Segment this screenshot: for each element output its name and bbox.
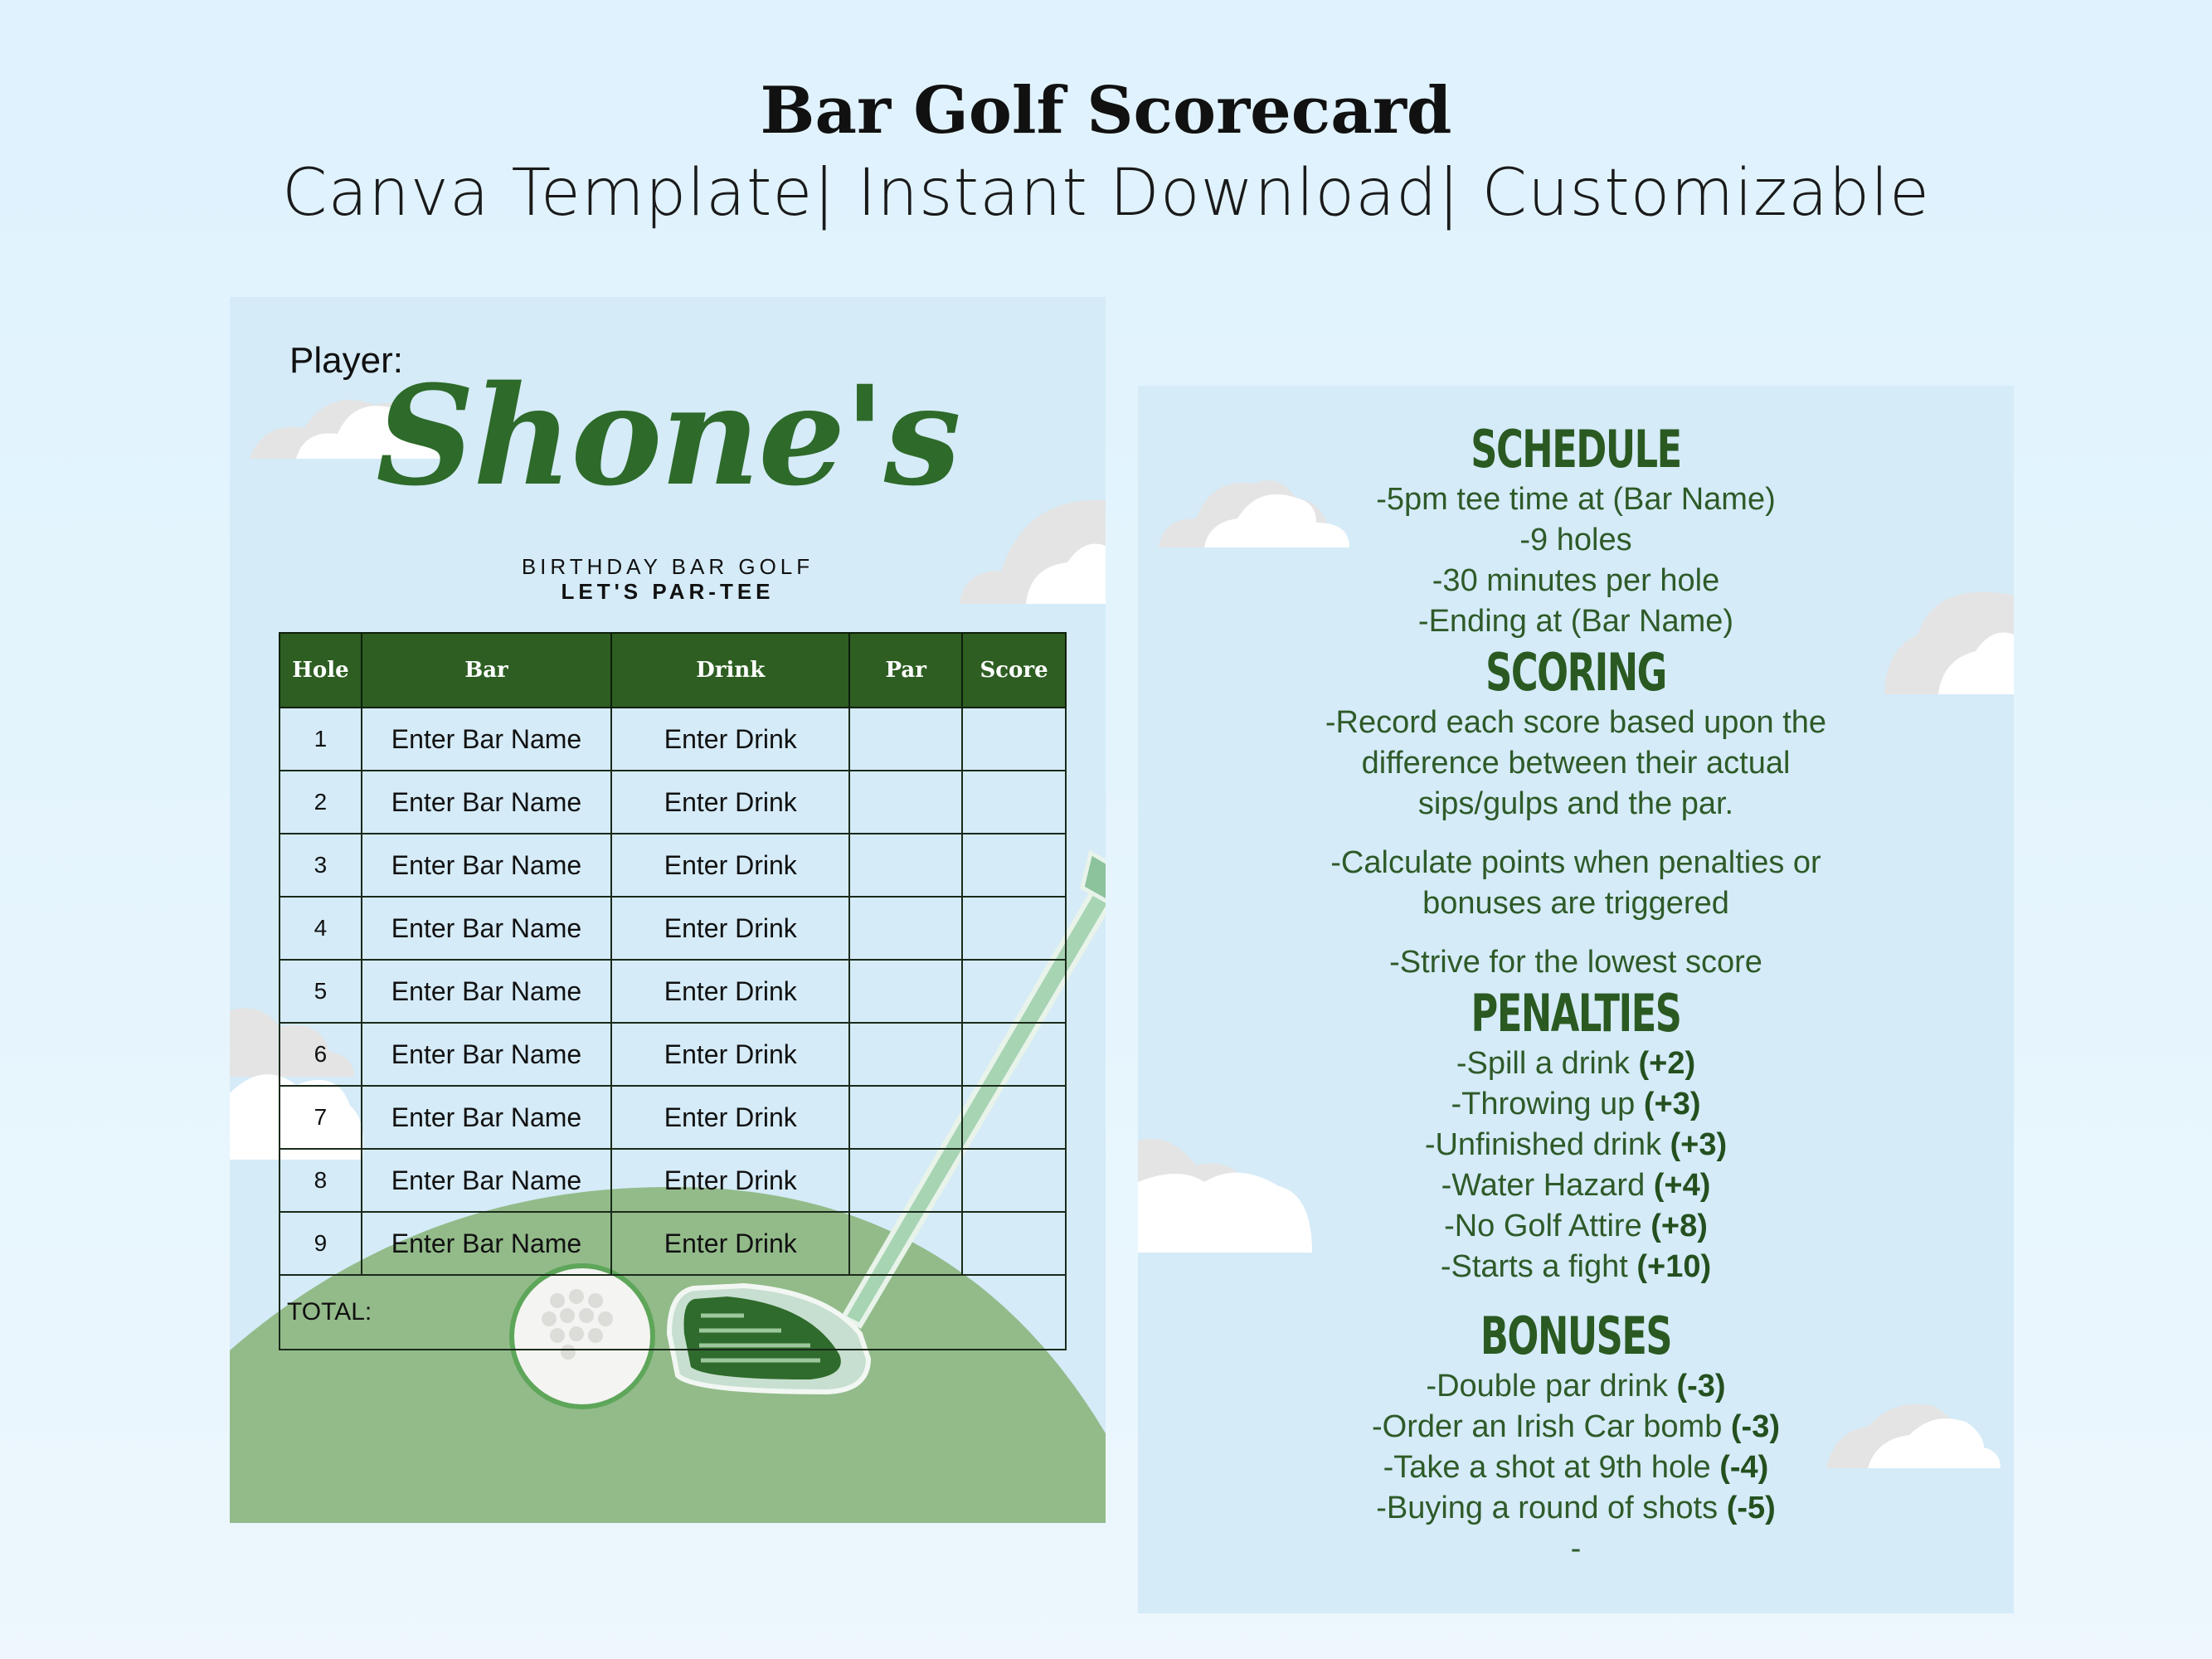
col-header-hole: Hole — [280, 633, 362, 708]
table-row — [280, 708, 1066, 771]
drink-field[interactable]: Enter Drink — [611, 1212, 849, 1275]
schedule-line: -9 holes — [1519, 523, 1632, 557]
penalty-item: -No Golf Attire (+8) — [1444, 1209, 1708, 1243]
table-row — [280, 771, 1066, 834]
penalty-item: -Starts a fight (+10) — [1440, 1249, 1712, 1284]
bar-name-field[interactable]: Enter Bar Name — [362, 708, 611, 771]
scorecard-card — [230, 297, 1106, 1523]
score-field[interactable] — [962, 1023, 1066, 1086]
par-field[interactable] — [849, 1023, 962, 1086]
drink-field[interactable]: Enter Drink — [611, 1149, 849, 1212]
col-header-par: Par — [849, 633, 962, 708]
bar-name-field[interactable]: Enter Bar Name — [362, 834, 611, 897]
table-header-row — [280, 633, 1066, 708]
score-field[interactable] — [962, 1149, 1066, 1212]
scoring-line: -Record each score based upon the — [1325, 705, 1827, 740]
drink-field[interactable]: Enter Drink — [611, 1023, 849, 1086]
schedule-heading: SCHEDULE — [1471, 419, 1681, 479]
scoring-line: difference between their actual — [1361, 746, 1791, 781]
score-field[interactable] — [962, 897, 1066, 960]
par-field[interactable] — [849, 960, 962, 1023]
scoring-line: sips/gulps and the par. — [1417, 786, 1734, 821]
bar-name-field[interactable]: Enter Bar Name — [362, 771, 611, 834]
penalty-item: -Spill a drink (+2) — [1456, 1046, 1696, 1081]
par-field[interactable] — [849, 771, 962, 834]
par-field[interactable] — [849, 1086, 962, 1149]
table-row — [280, 1149, 1066, 1212]
drink-field[interactable]: Enter Drink — [611, 708, 849, 771]
penalty-item: -Water Hazard (+4) — [1441, 1168, 1711, 1203]
total-label[interactable]: TOTAL: — [280, 1275, 1066, 1350]
bonus-item: -Take a shot at 9th hole (-4) — [1383, 1450, 1769, 1485]
par-field[interactable] — [849, 1149, 962, 1212]
hole-number: 6 — [280, 1023, 362, 1086]
total-row — [280, 1275, 1066, 1350]
bar-name-field[interactable]: Enter Bar Name — [362, 960, 611, 1023]
bar-name-field[interactable]: Enter Bar Name — [362, 1086, 611, 1149]
score-field[interactable] — [962, 834, 1066, 897]
birthday-name: Shone's — [376, 355, 960, 516]
par-field[interactable] — [849, 834, 962, 897]
col-header-bar: Bar — [362, 633, 611, 708]
rules-content — [1138, 419, 2014, 1569]
penalties-heading: PENALTIES — [1471, 983, 1681, 1044]
bonus-item: -Double par drink (-3) — [1426, 1369, 1726, 1404]
rules-card — [1138, 386, 2014, 1613]
hole-number: 5 — [280, 960, 362, 1023]
par-field[interactable] — [849, 897, 962, 960]
col-header-score: Score — [962, 633, 1066, 708]
drink-field[interactable]: Enter Drink — [611, 897, 849, 960]
bar-name-field[interactable]: Enter Bar Name — [362, 1212, 611, 1275]
table-row — [280, 1023, 1066, 1086]
score-field[interactable] — [962, 1212, 1066, 1275]
scoring-line: bonuses are triggered — [1422, 886, 1729, 921]
bar-name-field[interactable]: Enter Bar Name — [362, 1023, 611, 1086]
penalty-item: -Unfinished drink (+3) — [1424, 1127, 1728, 1162]
penalty-item: -Throwing up (+3) — [1451, 1087, 1701, 1121]
schedule-line: -30 minutes per hole — [1432, 563, 1720, 598]
table-row — [280, 897, 1066, 960]
bonus-trailing: - — [1570, 1531, 1582, 1566]
score-table — [279, 632, 1067, 1350]
hole-number: 9 — [280, 1212, 362, 1275]
hole-number: 3 — [280, 834, 362, 897]
hole-number: 4 — [280, 897, 362, 960]
hole-number: 2 — [280, 771, 362, 834]
bar-name-field[interactable]: Enter Bar Name — [362, 1149, 611, 1212]
table-row — [280, 834, 1066, 897]
page-subtitle: Canva Template| Instant Download| Customizable — [282, 156, 1930, 231]
hole-number: 7 — [280, 1086, 362, 1149]
score-field[interactable] — [962, 1086, 1066, 1149]
drink-field[interactable]: Enter Drink — [611, 771, 849, 834]
schedule-line: -Ending at (Bar Name) — [1417, 604, 1734, 639]
score-field[interactable] — [962, 708, 1066, 771]
bonus-item: -Order an Irish Car bomb (-3) — [1371, 1409, 1781, 1444]
table-row — [280, 1212, 1066, 1275]
table-row — [280, 960, 1066, 1023]
hole-number: 8 — [280, 1149, 362, 1212]
drink-field[interactable]: Enter Drink — [611, 1086, 849, 1149]
par-field[interactable] — [849, 1212, 962, 1275]
card-subtitle: BIRTHDAY BAR GOLF — [521, 554, 814, 579]
bonus-item: -Buying a round of shots (-5) — [1376, 1491, 1776, 1525]
drink-field[interactable]: Enter Drink — [611, 834, 849, 897]
par-field[interactable] — [849, 708, 962, 771]
bar-name-field[interactable]: Enter Bar Name — [362, 897, 611, 960]
table-row — [280, 1086, 1066, 1149]
bonuses-heading: BONUSES — [1480, 1306, 1672, 1366]
scoring-line: -Strive for the lowest score — [1389, 945, 1762, 980]
card-tagline: LET'S PAR-TEE — [561, 579, 775, 604]
score-field[interactable] — [962, 960, 1066, 1023]
hole-number: 1 — [280, 708, 362, 771]
scoring-heading: SCORING — [1485, 642, 1666, 703]
page-title: Bar Golf Scorecard — [760, 73, 1452, 148]
schedule-line: -5pm tee time at (Bar Name) — [1376, 482, 1776, 517]
drink-field[interactable]: Enter Drink — [611, 960, 849, 1023]
scoring-line: -Calculate points when penalties or — [1330, 845, 1821, 880]
player-label: Player: — [289, 340, 403, 381]
score-field[interactable] — [962, 771, 1066, 834]
col-header-drink: Drink — [611, 633, 849, 708]
